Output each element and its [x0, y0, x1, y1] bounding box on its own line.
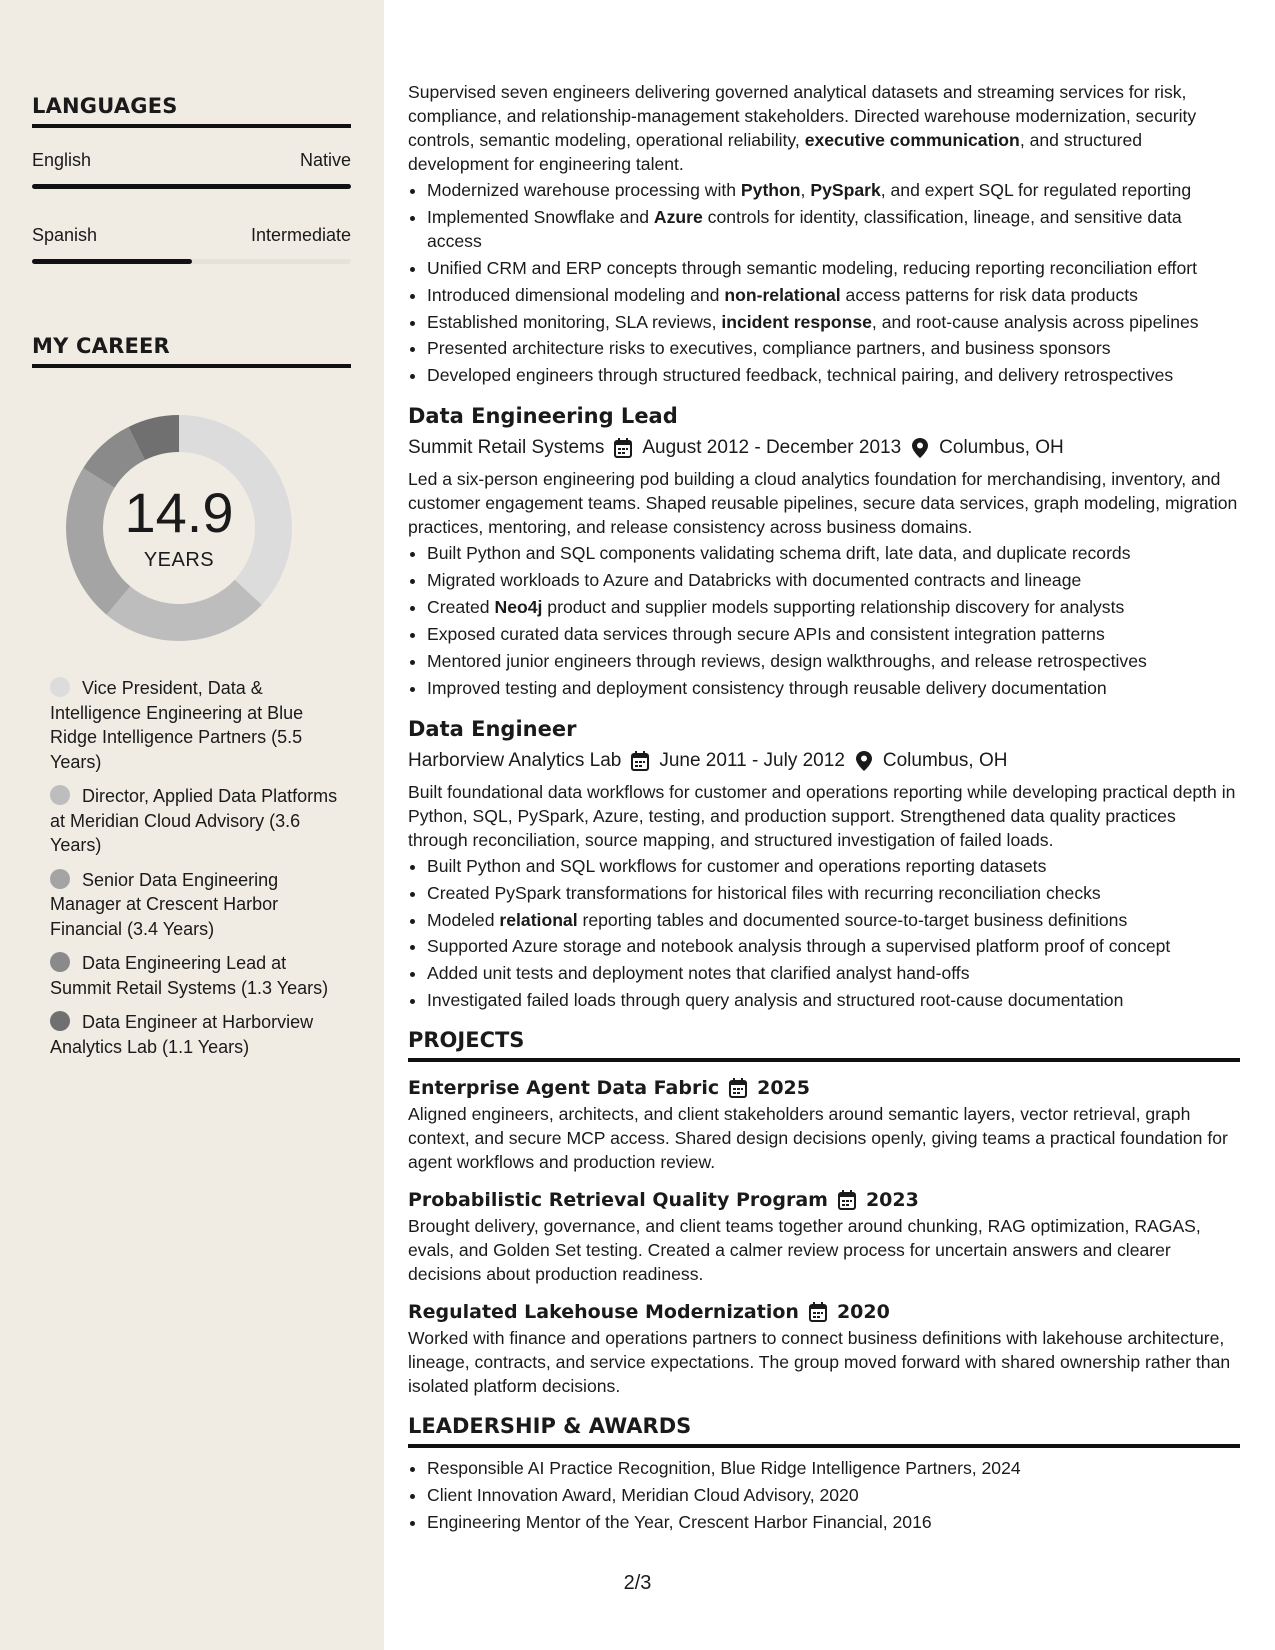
bullet-bold: non-relational	[724, 284, 841, 305]
career-total-years: 14.9	[124, 481, 234, 544]
job-bullet: • Built Python and SQL components validating schema drift, late data, and duplicate records	[427, 541, 1240, 565]
language-proficiency-fill	[32, 184, 351, 189]
bullet-bold: Neo4j	[494, 597, 543, 618]
job-bullet: • Added unit tests and deployment notes that clarified analyst hand-offs	[427, 961, 1240, 985]
award-item: • Responsible AI Practice Recognition, Blue Ridge Intelligence Partners, 2024	[427, 1456, 1240, 1480]
bullet-text: reporting tables and documented source-to-target business definitions	[577, 909, 1128, 930]
awards-heading: LEADERSHIP & AWARDS	[408, 1412, 1240, 1448]
job-bullet	[427, 178, 1240, 202]
career-item-text: Senior Data Engineering Manager at Crescent Harbor Financial (3.4 Years)	[50, 869, 279, 939]
bullet-text: , and expert SQL for regulated reporting	[880, 180, 1192, 200]
bullet-text: , and root-cause analysis across pipelines	[871, 311, 1199, 332]
career-legend-dot	[50, 677, 70, 697]
languages-heading: LANGUAGES	[32, 94, 351, 128]
bullet-text: Introduced dimensional modeling and	[427, 284, 725, 305]
bullet-text: access patterns for risk data products	[840, 284, 1138, 305]
career-legend-dot	[50, 785, 70, 805]
job-location: Columbus, OH	[882, 749, 1008, 771]
career-item	[50, 1010, 340, 1059]
career-item	[50, 868, 340, 942]
job-meta	[408, 434, 1240, 462]
main-content	[408, 80, 1240, 1537]
job-company: Harborview Analytics Lab	[408, 749, 622, 771]
bullet-bold: Azure	[653, 206, 703, 227]
location-pin-icon	[911, 438, 929, 458]
project-description: Brought delivery, governance, and client teams together around chunking, RAG optimization, RAGAS, evals, and Golden Set testing. Created a calmer review process for uncertain answers and clearer decisions about production readiness.	[408, 1216, 1201, 1285]
sidebar	[0, 0, 384, 1650]
job-title: Data Engineer	[408, 716, 577, 741]
job-bullet: • Improved testing and deployment consistency through reusable delivery documentation	[427, 676, 1240, 700]
career-item-text: Director, Applied Data Platforms at Meridian Cloud Advisory (3.6 Years)	[50, 786, 338, 855]
bullet-text: Modeled	[427, 909, 500, 930]
language-proficiency-bar	[32, 259, 351, 264]
job-title: Data Engineering Lead	[408, 404, 678, 429]
bullet-text: product and supplier models supporting relationship discovery for analysts	[542, 597, 1125, 618]
bullet-text: Implemented Snowflake and	[427, 206, 654, 227]
awards-list	[408, 1456, 1240, 1534]
project-title: Enterprise Agent Data Fabric	[408, 1077, 720, 1100]
location-pin-icon	[855, 751, 873, 771]
job-bullet: • Mentored junior engineers through reviews, design walkthroughs, and release retrospectives	[427, 649, 1240, 673]
project-year: 2023	[865, 1189, 919, 1212]
page-number: 2/3	[623, 1572, 652, 1594]
projects-section	[408, 1026, 1240, 1398]
job-meta	[408, 747, 1240, 775]
calendar-icon	[838, 1190, 856, 1210]
calendar-icon	[809, 1302, 827, 1322]
bullet-bold: Python	[740, 180, 801, 200]
project-title: Regulated Lakehouse Modernization	[408, 1301, 799, 1324]
bullet-text: Established monitoring, SLA reviews,	[427, 311, 722, 332]
project-title-row	[408, 1298, 1240, 1326]
job-bullet	[427, 205, 1240, 253]
career-item	[50, 784, 340, 858]
summary-text: Supervised seven engineers delivering governed analytical datasets and streaming services for risk, compliance, and relationship-management stakeholders. Directed warehouse modernization, security controls, semantic modeling, operational reliability,	[408, 82, 1197, 150]
job-bullet	[427, 310, 1240, 334]
job-bullet: • Supported Azure storage and notebook analysis through a supervised platform proof of concept	[427, 934, 1240, 958]
career-list	[50, 676, 340, 1069]
career-item-text: Data Engineer at Harborview Analytics Lab (1.1 Years)	[50, 1012, 314, 1057]
job-summary	[408, 80, 1240, 176]
job-bullet: • Exposed curated data services through secure APIs and consistent integration patterns	[427, 622, 1240, 646]
bullet-text: Modernized warehouse processing with	[427, 180, 741, 200]
job-dates: June 2011 - July 2012	[659, 749, 845, 771]
project-year: 2020	[836, 1301, 890, 1324]
project-description: Worked with finance and operations partners to connect business definitions with lakehouse architecture, lineage, contracts, and service expectations. The group moved forward with shared ownership rather than isolated platform decisions.	[408, 1328, 1231, 1397]
language-proficiency-bar	[32, 184, 351, 189]
project-title: Probabilistic Retrieval Quality Program	[408, 1189, 828, 1212]
project-title-row	[408, 1074, 1240, 1102]
project-description: Aligned engineers, architects, and client stakeholders around semantic layers, vector retrieval, graph context, and secure MCP access. Shared design decisions openly, giving teams a practical foundation for agent workflows and production review.	[408, 1104, 1228, 1173]
career-legend-dot	[50, 869, 70, 889]
career-legend-dot	[50, 952, 70, 972]
job-summary: Led a six-person engineering pod building a cloud analytics foundation for merchandising, inventory, and customer engagement teams. Shaped reusable pipelines, secure data services, graph modeling, migration practices, mentoring, and release consistency across business domains.	[408, 469, 1238, 538]
job-bullet	[427, 283, 1240, 307]
career-donut-center	[64, 413, 294, 643]
language-row-spanish	[32, 225, 351, 246]
job-bullets	[408, 541, 1240, 699]
job-dates: August 2012 - December 2013	[642, 437, 902, 459]
language-level: Native	[299, 150, 351, 170]
job-bullets	[408, 854, 1240, 1012]
career-item-text: Vice President, Data & Intelligence Engineering at Blue Ridge Intelligence Partners (5.5 Years)	[50, 678, 304, 772]
language-name: Spanish	[32, 225, 98, 245]
job-data-engineering-lead	[408, 401, 1240, 699]
job-bullet	[427, 595, 1240, 619]
calendar-icon	[729, 1078, 747, 1098]
award-item: • Engineering Mentor of the Year, Crescent Harbor Financial, 2016	[427, 1510, 1240, 1534]
projects-heading: PROJECTS	[408, 1026, 1240, 1062]
languages-section	[32, 94, 351, 264]
career-item	[50, 676, 340, 774]
job-bullet: • Developed engineers through structured feedback, technical pairing, and delivery retrospectives	[427, 363, 1240, 387]
job-bullet: • Unified CRM and ERP concepts through semantic modeling, reducing reporting reconciliation effort	[427, 256, 1240, 280]
bullet-text: Created	[427, 597, 495, 618]
language-level: Intermediate	[250, 225, 351, 245]
job-company: Summit Retail Systems	[408, 437, 605, 459]
job-data-engineer	[408, 714, 1240, 1012]
career-total-unit: YEARS	[143, 549, 215, 571]
bullet-text: ,	[800, 180, 811, 200]
job-bullet	[427, 908, 1240, 932]
bullet-bold: relational	[499, 909, 578, 930]
job-vp-continued	[408, 80, 1240, 387]
project-title-row	[408, 1186, 1240, 1214]
job-bullets	[408, 178, 1240, 387]
bullet-bold: PySpark	[810, 180, 881, 200]
job-bullet: • Built Python and SQL workflows for customer and operations reporting datasets	[427, 854, 1240, 878]
career-heading: MY CAREER	[32, 334, 351, 368]
language-proficiency-fill	[32, 259, 192, 264]
calendar-icon	[614, 438, 632, 458]
career-item	[50, 951, 340, 1000]
language-row-english	[32, 150, 351, 171]
career-legend-dot	[50, 1011, 70, 1031]
job-bullet: • Migrated workloads to Azure and Databricks with documented contracts and lineage	[427, 568, 1240, 592]
bullet-bold: incident response	[721, 311, 872, 332]
summary-bold: executive communication	[804, 130, 1020, 150]
summary-text: , and structured development for engineering talent.	[408, 130, 1143, 174]
awards-section	[408, 1412, 1240, 1534]
project-year: 2025	[757, 1077, 810, 1100]
job-bullet: • Investigated failed loads through query analysis and structured root-cause documentation	[427, 988, 1240, 1012]
job-summary: Built foundational data workflows for customer and operations reporting while developing practical depth in Python, SQL, PySpark, Azure, testing, and production support. Strengthened data quality practices through reconciliation, source mapping, and structured investigation of failed loads.	[408, 781, 1236, 850]
job-bullet: • Presented architecture risks to executives, compliance partners, and business sponsors	[427, 336, 1240, 360]
career-section	[32, 334, 351, 368]
calendar-icon	[631, 751, 649, 771]
career-donut-chart	[64, 413, 294, 643]
job-bullet: • Created PySpark transformations for historical files with recurring reconciliation checks	[427, 881, 1240, 905]
award-item: • Client Innovation Award, Meridian Cloud Advisory, 2020	[427, 1483, 1240, 1507]
job-location: Columbus, OH	[939, 437, 1064, 459]
bullet-text: controls for identity, classification, lineage, and sensitive data access	[427, 206, 1182, 251]
language-name: English	[32, 150, 92, 170]
career-item-text: Data Engineering Lead at Summit Retail Systems (1.3 Years)	[50, 953, 329, 998]
